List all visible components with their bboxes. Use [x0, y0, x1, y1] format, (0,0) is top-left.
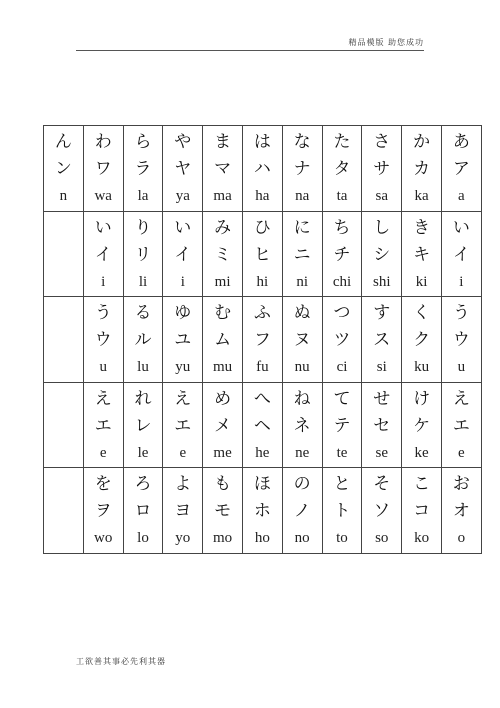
- hiragana-char: い: [452, 217, 470, 238]
- romaji-label: [44, 524, 83, 552]
- romaji-label: wa: [94, 188, 112, 204]
- kana-cell: [282, 468, 322, 554]
- romaji-label: n: [59, 188, 68, 204]
- katakana-char: ヨ: [174, 501, 192, 522]
- hiragana-char: [44, 214, 83, 242]
- katakana-char: エ: [174, 415, 192, 436]
- hiragana-char: み: [214, 217, 232, 238]
- romaji-label: [44, 268, 83, 296]
- hiragana-char: お: [452, 474, 470, 495]
- hiragana-char: え: [452, 388, 470, 409]
- kana-row: [44, 126, 482, 212]
- katakana-char: ア: [452, 159, 470, 179]
- katakana-char: タ: [333, 159, 351, 179]
- header-divider: [76, 50, 424, 51]
- hiragana-char: の: [293, 474, 311, 495]
- romaji-label: ci: [336, 359, 348, 376]
- romaji-label: [44, 439, 83, 467]
- katakana-char: ワ: [94, 159, 112, 179]
- kana-cell: [322, 468, 362, 554]
- katakana-char: ハ: [253, 159, 271, 179]
- romaji-label: a: [458, 188, 465, 204]
- katakana-char: マ: [214, 159, 232, 179]
- hiragana-char: る: [134, 303, 152, 324]
- hiragana-char: て: [333, 388, 351, 409]
- kana-cell: [44, 297, 84, 383]
- kana-cell: [123, 382, 163, 468]
- kana-cell: [123, 468, 163, 554]
- kana-cell: [441, 382, 481, 468]
- hiragana-char: さ: [373, 132, 391, 152]
- hiragana-char: う: [452, 303, 470, 324]
- romaji-label: ki: [415, 273, 428, 290]
- romaji-label: mu: [213, 359, 233, 376]
- kana-cell: [441, 211, 481, 297]
- kana-cell: [163, 468, 203, 554]
- katakana-char: サ: [373, 159, 391, 179]
- romaji-label: to: [336, 530, 348, 547]
- hiragana-char: り: [134, 217, 152, 238]
- hiragana-char: え: [94, 388, 112, 409]
- katakana-char: [44, 327, 83, 353]
- hiragana-char: つ: [333, 303, 351, 324]
- hiragana-char: [44, 470, 83, 498]
- kana-row: [44, 382, 482, 468]
- kana-cell: [441, 297, 481, 383]
- header-text: 精品模版 助您成功: [348, 38, 424, 47]
- kana-cell: [402, 126, 442, 212]
- romaji-label: ha: [255, 188, 270, 204]
- romaji-label: e: [179, 444, 187, 461]
- katakana-char: ナ: [293, 159, 311, 179]
- romaji-label: ku: [414, 359, 430, 376]
- romaji-label: yu: [175, 359, 191, 376]
- kana-cell: [203, 211, 243, 297]
- katakana-char: ホ: [253, 501, 271, 522]
- kana-cell: [83, 126, 123, 212]
- hiragana-char: ほ: [253, 474, 271, 495]
- kana-table-body: [44, 126, 482, 554]
- romaji-label: u: [99, 359, 107, 376]
- kana-cell: [203, 126, 243, 212]
- kana-cell: [322, 126, 362, 212]
- katakana-char: ネ: [293, 415, 311, 436]
- hiragana-char: き: [413, 217, 431, 238]
- romaji-label: na: [295, 188, 310, 204]
- kana-cell: [242, 126, 282, 212]
- romaji-label: la: [137, 188, 149, 204]
- kana-cell: [123, 297, 163, 383]
- kana-cell: [282, 382, 322, 468]
- katakana-char: [44, 498, 83, 524]
- hiragana-char: ひ: [253, 217, 271, 238]
- hiragana-char: ね: [293, 388, 311, 409]
- romaji-label: se: [375, 444, 389, 461]
- romaji-label: u: [457, 359, 466, 376]
- romaji-label: yo: [175, 530, 191, 547]
- romaji-label: hi: [256, 273, 269, 290]
- hiragana-char: い: [174, 217, 192, 238]
- romaji-label: o: [457, 530, 466, 547]
- kana-cell: [242, 468, 282, 554]
- katakana-char: ヒ: [253, 244, 271, 265]
- katakana-char: ヲ: [94, 501, 112, 522]
- romaji-label: chi: [332, 273, 352, 290]
- hiragana-char: れ: [134, 388, 152, 409]
- romaji-label: [44, 353, 83, 381]
- katakana-char: エ: [452, 415, 470, 436]
- katakana-char: オ: [452, 501, 470, 522]
- kana-cell: [163, 297, 203, 383]
- romaji-label: e: [458, 444, 465, 461]
- hiragana-char: む: [214, 303, 232, 324]
- hiragana-char: こ: [413, 474, 431, 495]
- hiragana-char: わ: [94, 132, 112, 152]
- romaji-label: i: [101, 273, 106, 290]
- katakana-char: ツ: [333, 330, 351, 351]
- katakana-char: キ: [413, 244, 431, 265]
- kana-cell: [203, 468, 243, 554]
- romaji-label: lu: [137, 359, 149, 376]
- kana-cell: [402, 468, 442, 554]
- kana-cell: [402, 211, 442, 297]
- hiragana-char: も: [214, 474, 232, 495]
- kana-cell: [203, 297, 243, 383]
- kana-cell: [44, 468, 84, 554]
- romaji-label: e: [99, 444, 107, 461]
- kana-cell: [163, 382, 203, 468]
- romaji-label: ya: [175, 188, 190, 204]
- hiragana-char: う: [94, 303, 112, 324]
- katakana-char: [44, 242, 83, 268]
- katakana-char: レ: [134, 415, 152, 436]
- kana-cell: [123, 126, 163, 212]
- romaji-label: mi: [214, 273, 231, 290]
- hiragana-char: ん: [54, 132, 72, 152]
- katakana-char: ヤ: [174, 159, 192, 179]
- romaji-label: no: [294, 530, 310, 547]
- kana-row: [44, 211, 482, 297]
- kana-cell: [44, 382, 84, 468]
- katakana-char: テ: [333, 415, 351, 436]
- romaji-label: mo: [213, 530, 233, 547]
- hiragana-char: に: [293, 217, 311, 238]
- katakana-char: ユ: [174, 330, 192, 351]
- hiragana-char: へ: [253, 388, 271, 409]
- kana-row: [44, 297, 482, 383]
- katakana-char: メ: [214, 415, 232, 436]
- katakana-char: ソ: [373, 501, 391, 522]
- romaji-label: i: [459, 273, 464, 290]
- kana-cell: [282, 126, 322, 212]
- hiragana-char: ゆ: [174, 303, 192, 324]
- romaji-label: sa: [375, 188, 389, 204]
- katakana-char: [44, 413, 83, 439]
- kana-cell: [362, 382, 402, 468]
- kana-cell: [44, 126, 84, 212]
- romaji-label: ka: [414, 188, 429, 204]
- katakana-char: ン: [54, 159, 72, 179]
- katakana-char: ニ: [293, 244, 311, 265]
- kana-cell: [441, 468, 481, 554]
- katakana-char: ウ: [94, 330, 112, 351]
- katakana-char: ラ: [134, 159, 152, 179]
- hiragana-char: を: [94, 474, 112, 495]
- hiragana-char: [44, 299, 83, 327]
- romaji-label: ni: [296, 273, 309, 290]
- katakana-char: ク: [413, 330, 431, 351]
- kana-table: [43, 125, 482, 554]
- hiragana-char: ち: [333, 217, 351, 238]
- kana-cell: [322, 211, 362, 297]
- hiragana-char: め: [214, 388, 232, 409]
- kana-cell: [163, 126, 203, 212]
- hiragana-char: や: [174, 132, 192, 152]
- romaji-label: lo: [137, 530, 149, 547]
- romaji-label: so: [375, 530, 389, 547]
- kana-cell: [83, 468, 123, 554]
- katakana-char: ノ: [293, 501, 311, 522]
- hiragana-char: あ: [452, 132, 470, 152]
- hiragana-char: は: [253, 132, 271, 152]
- romaji-label: te: [336, 444, 348, 461]
- hiragana-char: く: [413, 303, 431, 324]
- hiragana-char: い: [94, 217, 112, 238]
- romaji-label: ne: [295, 444, 310, 461]
- hiragana-char: し: [373, 217, 391, 238]
- kana-cell: [402, 382, 442, 468]
- romaji-label: nu: [294, 359, 310, 376]
- katakana-char: エ: [94, 415, 112, 436]
- romaji-label: ta: [336, 188, 348, 204]
- kana-cell: [402, 297, 442, 383]
- romaji-label: le: [137, 444, 149, 461]
- kana-cell: [362, 297, 402, 383]
- katakana-char: ヘ: [253, 415, 271, 436]
- kana-cell: [123, 211, 163, 297]
- hiragana-char: ま: [214, 132, 232, 152]
- katakana-char: イ: [94, 244, 112, 265]
- romaji-label: i: [180, 273, 185, 290]
- romaji-label: wo: [94, 530, 113, 547]
- kana-cell: [242, 297, 282, 383]
- hiragana-char: と: [333, 474, 351, 495]
- hiragana-char: ふ: [253, 303, 271, 324]
- katakana-char: カ: [413, 159, 431, 179]
- romaji-label: me: [213, 444, 232, 461]
- katakana-char: セ: [373, 415, 391, 436]
- romaji-label: ke: [414, 444, 429, 461]
- kana-cell: [203, 382, 243, 468]
- kana-cell: [282, 211, 322, 297]
- katakana-char: ウ: [452, 330, 470, 351]
- hiragana-char: な: [293, 132, 311, 152]
- hiragana-char: か: [413, 132, 431, 152]
- katakana-char: ト: [333, 501, 351, 522]
- kana-row: [44, 468, 482, 554]
- hiragana-char: え: [174, 388, 192, 409]
- katakana-char: シ: [373, 244, 391, 265]
- kana-cell: [163, 211, 203, 297]
- romaji-label: li: [138, 273, 148, 290]
- katakana-char: イ: [452, 244, 470, 265]
- hiragana-char: そ: [373, 474, 391, 495]
- katakana-char: ロ: [134, 501, 152, 522]
- kana-cell: [83, 297, 123, 383]
- romaji-label: ma: [213, 188, 232, 204]
- katakana-char: ヌ: [293, 330, 311, 351]
- katakana-char: ム: [214, 330, 232, 351]
- kana-cell: [441, 126, 481, 212]
- kana-cell: [362, 468, 402, 554]
- hiragana-char: ぬ: [293, 303, 311, 324]
- kana-cell: [44, 211, 84, 297]
- kana-cell: [242, 211, 282, 297]
- kana-cell: [322, 297, 362, 383]
- katakana-char: ケ: [413, 415, 431, 436]
- footer-text: 工欲善其事必先利其器: [76, 657, 166, 666]
- romaji-label: ho: [254, 530, 270, 547]
- hiragana-char: す: [373, 303, 391, 324]
- katakana-char: イ: [174, 244, 192, 265]
- romaji-label: he: [255, 444, 270, 461]
- katakana-char: フ: [253, 330, 271, 351]
- kana-cell: [242, 382, 282, 468]
- romaji-label: si: [376, 359, 387, 376]
- kana-cell: [362, 211, 402, 297]
- katakana-char: ル: [134, 330, 152, 351]
- katakana-char: チ: [333, 244, 351, 265]
- kana-cell: [282, 297, 322, 383]
- romaji-label: shi: [373, 273, 391, 290]
- hiragana-char: ら: [134, 132, 152, 152]
- hiragana-char: た: [333, 132, 351, 152]
- kana-cell: [362, 126, 402, 212]
- kana-cell: [322, 382, 362, 468]
- katakana-char: コ: [413, 501, 431, 522]
- katakana-char: ス: [373, 330, 391, 351]
- katakana-char: リ: [134, 244, 152, 265]
- hiragana-char: [44, 385, 83, 413]
- hiragana-char: け: [413, 388, 431, 409]
- hiragana-char: せ: [373, 388, 391, 409]
- kana-cell: [83, 211, 123, 297]
- hiragana-char: ろ: [134, 474, 152, 495]
- katakana-char: モ: [214, 501, 232, 522]
- hiragana-char: よ: [174, 474, 192, 495]
- romaji-label: ko: [414, 530, 430, 547]
- kana-cell: [83, 382, 123, 468]
- katakana-char: ミ: [214, 244, 232, 265]
- romaji-label: fu: [256, 359, 269, 376]
